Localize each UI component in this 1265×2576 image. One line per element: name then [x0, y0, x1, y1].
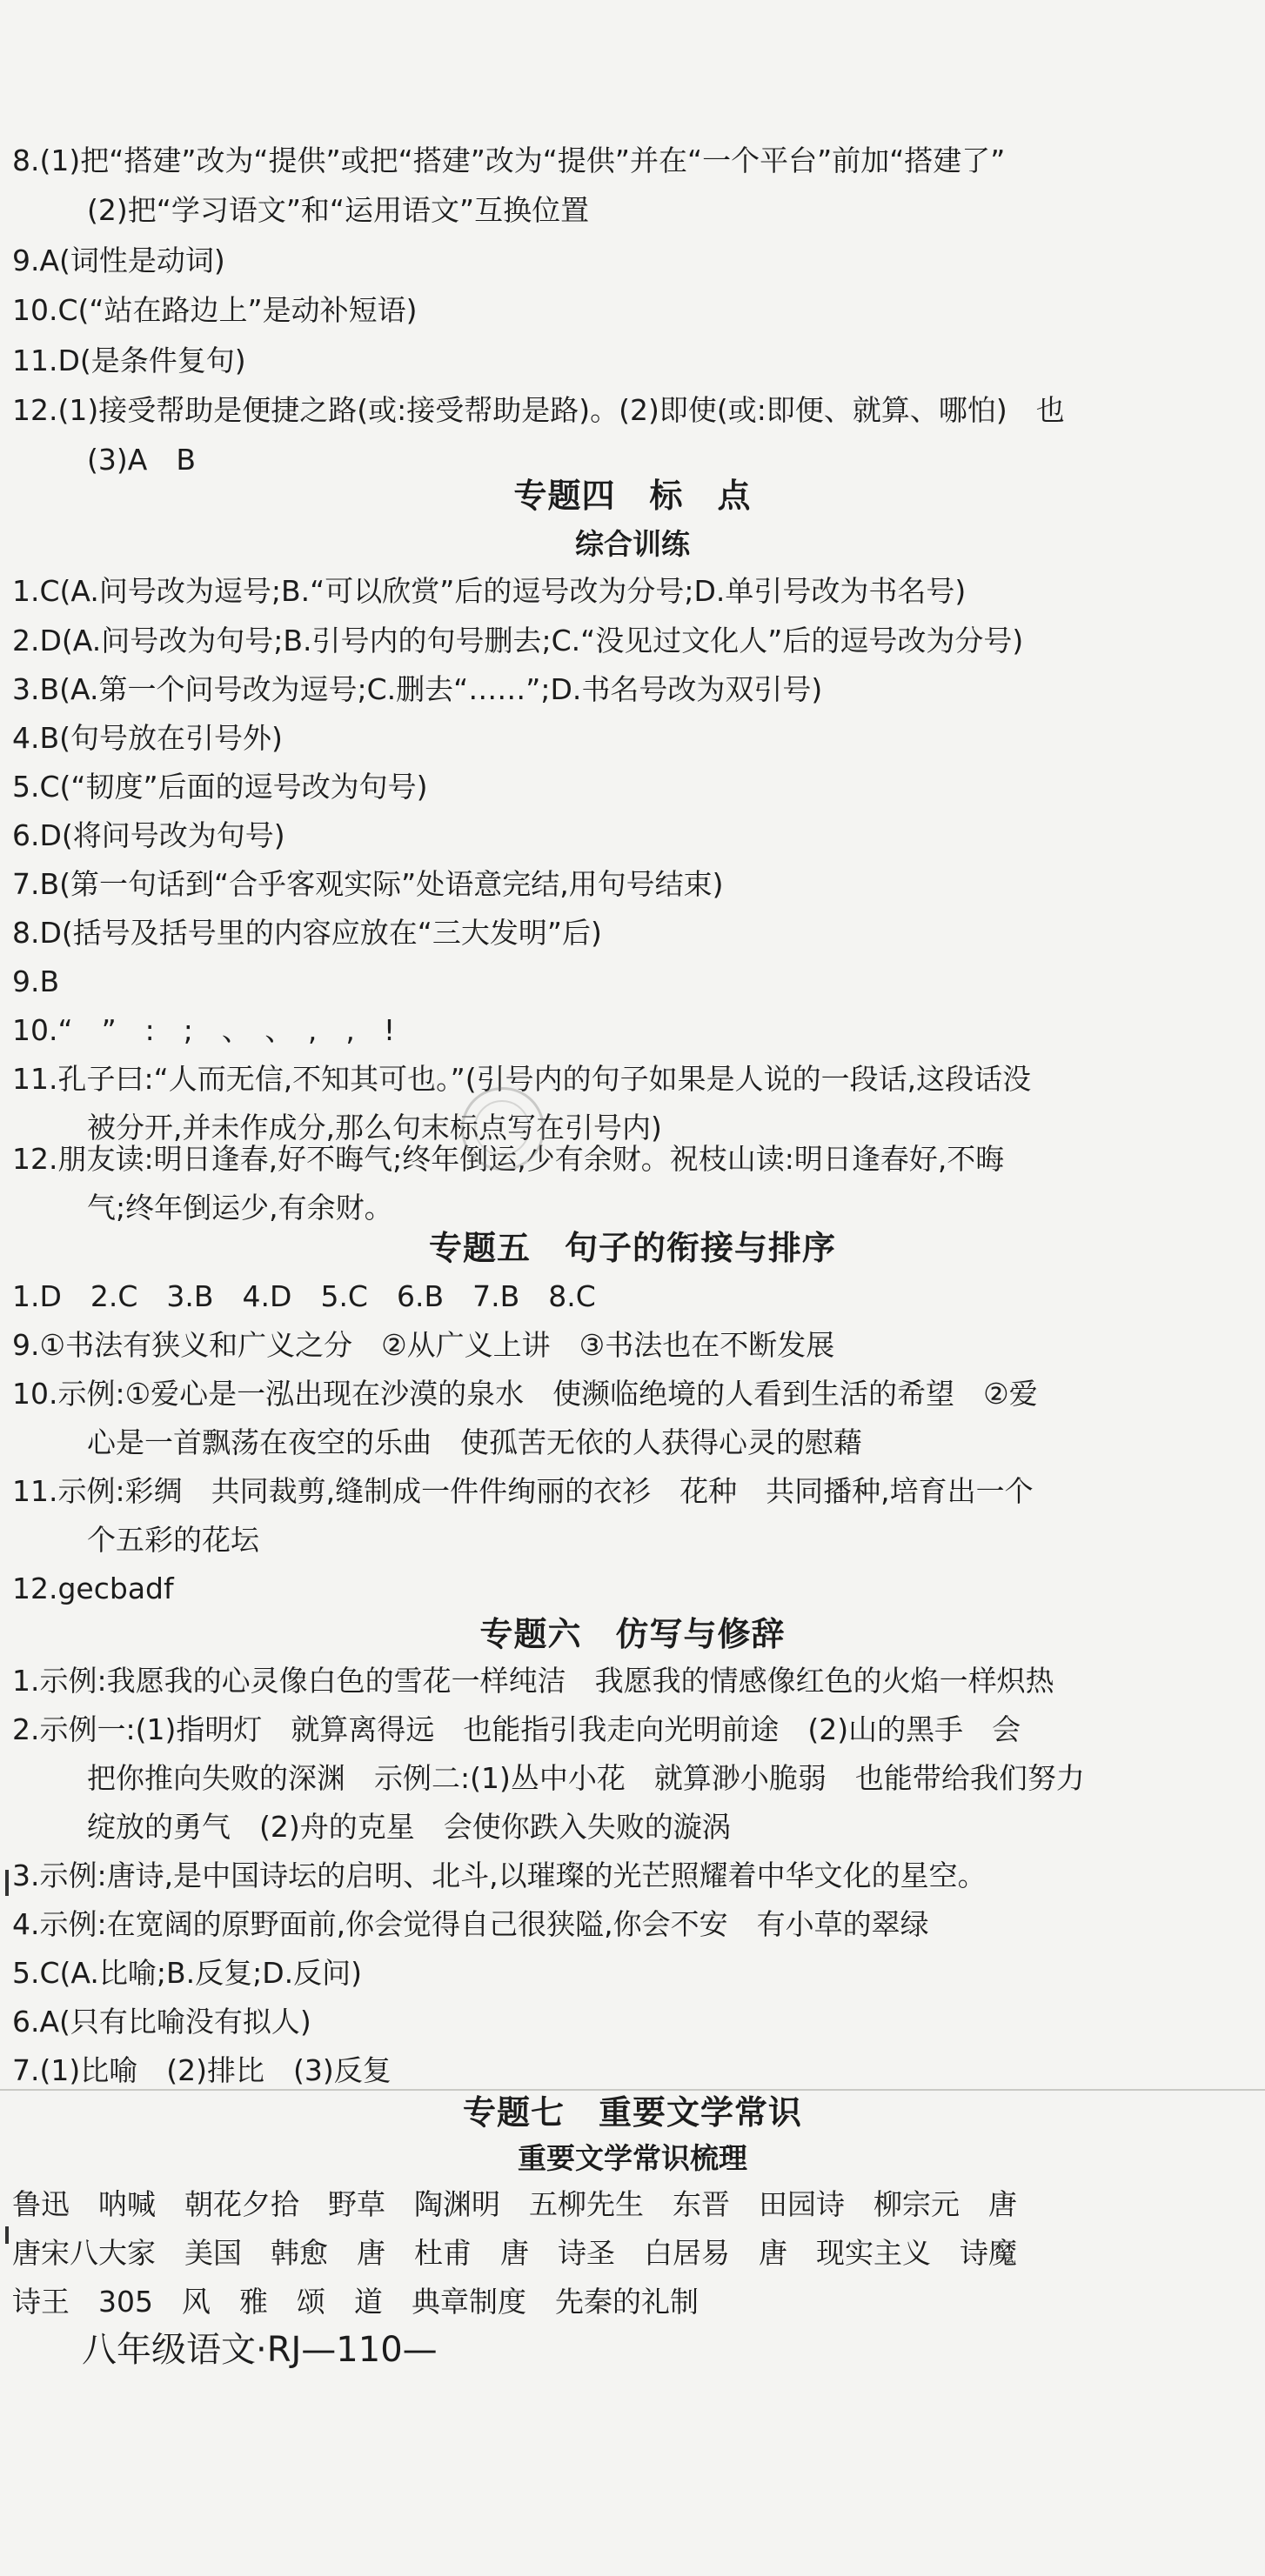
answer-line: 12.朋友读:明日逢春,好不晦气;终年倒运,少有余财。祝枝山读:明日逢春好,不晦 — [12, 1142, 1005, 1176]
section-subtitle: 综合训练 — [575, 527, 690, 561]
section-title: 专题六 仿写与修辞 — [479, 1615, 786, 1653]
binding-mark — [5, 1870, 9, 1896]
answer-line: 6.D(将问号改为句号) — [12, 818, 285, 852]
answer-line: 12.gecbadf — [12, 1572, 174, 1605]
answer-line: 12.(1)接受帮助是便捷之路(或:接受帮助是路)。(2)即使(或:即便、就算、哪怕) 也 — [12, 393, 1065, 427]
section-title: 专题五 句子的衔接与排序 — [428, 1229, 836, 1267]
answer-line: 诗王 305 风 雅 颂 道 典章制度 先秦的礼制 — [12, 2285, 699, 2319]
answer-line: 3.示例:唐诗,是中国诗坛的启明、北斗,以璀璨的光芒照耀着中华文化的星空。 — [12, 1859, 987, 1892]
stamp-mark — [461, 1087, 545, 1171]
answer-line: (3)A B — [87, 443, 196, 477]
answer-line: 唐宋八大家 美国 韩愈 唐 杜甫 唐 诗圣 白居易 唐 现实主义 诗魔 — [12, 2236, 1017, 2270]
binding-mark — [5, 2226, 9, 2244]
answer-line: (2)把“学习语文”和“运用语文”互换位置 — [87, 193, 590, 227]
answer-line: 4.示例:在宽阔的原野面前,你会觉得自己很狭隘,你会不安 有小草的翠绿 — [12, 1907, 929, 1941]
answer-line: 6.A(只有比喻没有拟人) — [12, 2005, 311, 2039]
answer-line: 8.(1)把“搭建”改为“提供”或把“搭建”改为“提供”并在“一个平台”前加“搭建了” — [12, 143, 1006, 177]
answer-line: 9.①书法有狭义和广义之分 ②从广义上讲 ③书法也在不断发展 — [12, 1328, 835, 1362]
answer-line: 1.D 2.C 3.B 4.D 5.C 6.B 7.B 8.C — [12, 1279, 596, 1313]
answer-line: 10.“ ” : ; 、 、 , , ! — [12, 1013, 396, 1047]
answer-line: 7.(1)比喻 (2)排比 (3)反复 — [12, 2053, 392, 2087]
answer-line: 1.示例:我愿我的心灵像白色的雪花一样纯洁 我愿我的情感像红色的火焰一样炽热 — [12, 1664, 1054, 1698]
answer-line: 7.B(第一句话到“合乎客观实际”处语意完结,用句号结束) — [12, 867, 724, 901]
answer-line: 鲁迅 呐喊 朝花夕拾 野草 陶渊明 五柳先生 东晋 田园诗 柳宗元 唐 — [12, 2187, 1017, 2221]
answer-line: 2.D(A.问号改为句号;B.引号内的句号删去;C.“没见过文化人”后的逗号改为分号) — [12, 624, 1024, 657]
answer-line: 11.示例:彩绸 共同裁剪,缝制成一件件绚丽的衣衫 花种 共同播种,培育出一个 — [12, 1474, 1034, 1508]
page-footer: 八年级语文·RJ—110— — [82, 2330, 438, 2370]
answer-line: 被分开,并未作成分,那么句末标点写在引号内) — [87, 1111, 662, 1145]
answer-line: 1.C(A.问号改为逗号;B.“可以欣赏”后的逗号改为分号;D.单引号改为书名号) — [12, 574, 967, 608]
section-title: 专题七 重要文学常识 — [462, 2093, 802, 2132]
answer-line: 气;终年倒运少,有余财。 — [87, 1191, 393, 1225]
answer-line: 把你推向失败的深渊 示例二:(1)丛中小花 就算渺小脆弱 也能带给我们努力 — [87, 1761, 1085, 1795]
section-title: 专题四 标 点 — [513, 477, 752, 515]
answer-line: 9.A(词性是动词) — [12, 244, 225, 277]
answer-line: 3.B(A.第一个问号改为逗号;C.删去“……”;D.书名号改为双引号) — [12, 672, 823, 706]
answer-line: 心是一首飘荡在夜空的乐曲 使孤苦无依的人获得心灵的慰藉 — [87, 1425, 862, 1459]
answer-line: 10.示例:①爱心是一泓出现在沙漠的泉水 使濒临绝境的人看到生活的希望 ②爱 — [12, 1377, 1038, 1411]
answer-line: 10.C(“站在路边上”是动补短语) — [12, 293, 418, 327]
answer-line: 个五彩的花坛 — [87, 1523, 259, 1557]
answer-line: 9.B — [12, 964, 60, 998]
section-subtitle: 重要文学常识梳理 — [518, 2141, 747, 2175]
answer-line: 11.孔子曰:“人而无信,不知其可也。”(引号内的句子如果是人说的一段话,这段话没 — [12, 1062, 1032, 1096]
answer-line: 5.C(A.比喻;B.反复;D.反问) — [12, 1956, 363, 1990]
answer-line: 2.示例一:(1)指明灯 就算离得远 也能指引我走向光明前途 (2)山的黑手 会 — [12, 1712, 1021, 1746]
stamp-ring — [474, 1100, 530, 1156]
answer-line: 4.B(句号放在引号外) — [12, 721, 283, 755]
answer-line: 绽放的勇气 (2)舟的克星 会使你跌入失败的漩涡 — [87, 1810, 731, 1844]
answer-line: 5.C(“韧度”后面的逗号改为句号) — [12, 770, 428, 804]
answer-line: 8.D(括号及括号里的内容应放在“三大发明”后) — [12, 916, 602, 950]
answer-line: 11.D(是条件复句) — [12, 344, 246, 377]
